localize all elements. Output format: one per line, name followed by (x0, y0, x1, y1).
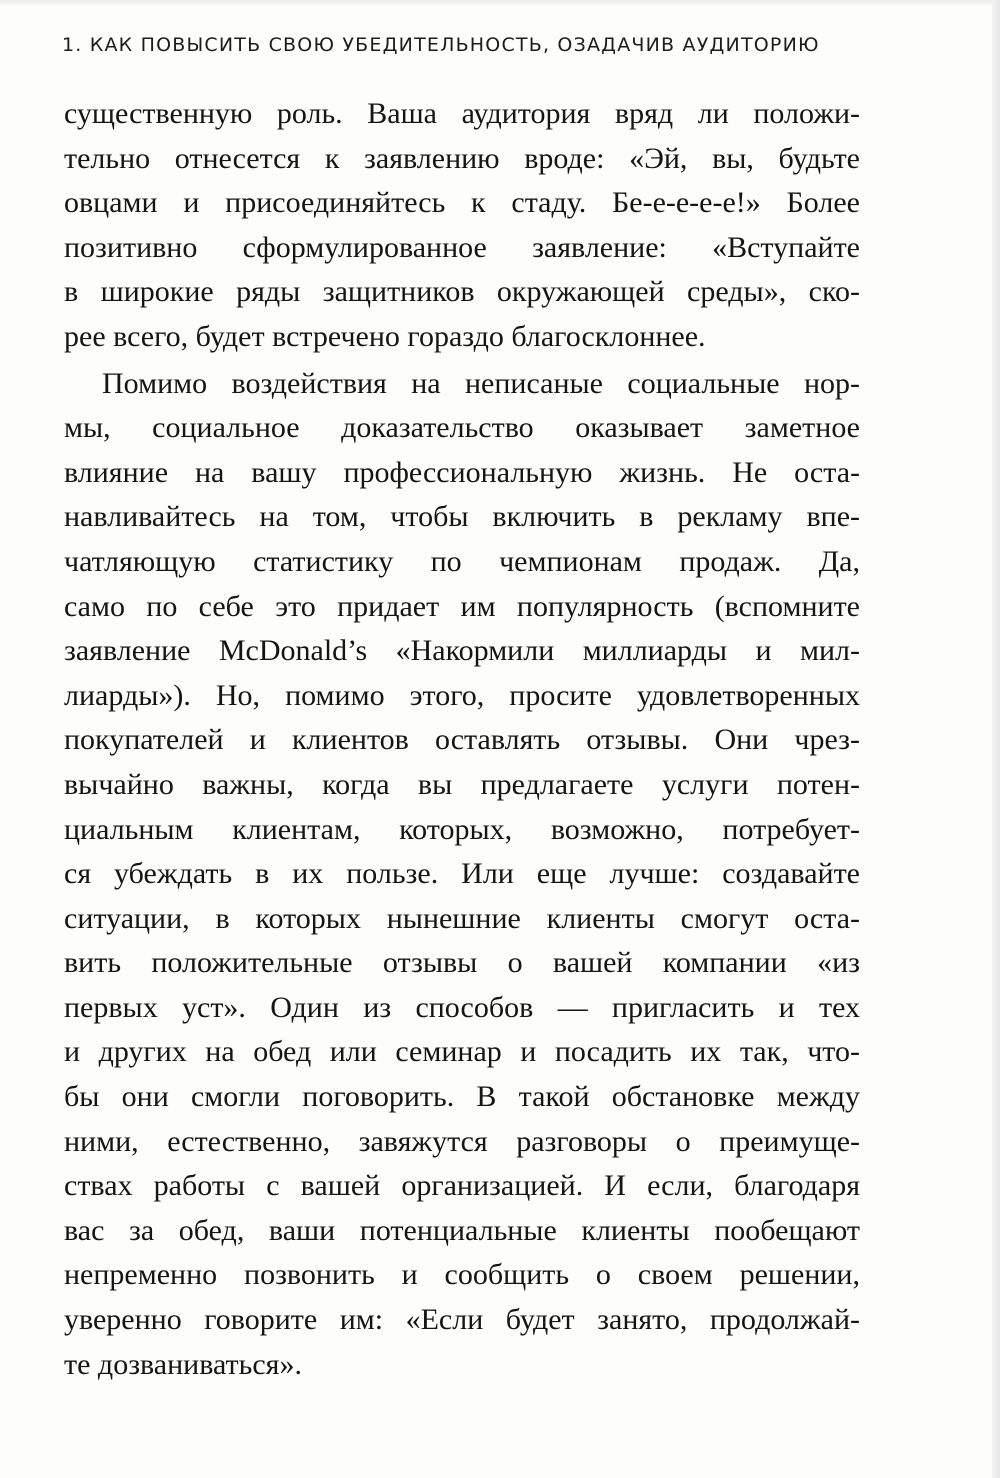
text-line: чатляющую статистику по чемпионам продаж. Да, (64, 544, 860, 578)
text-line: лиарды»). Но, помимо этого, просите удовлетворенных (64, 678, 860, 712)
text-line: мы, социальное доказательство оказывает заметное (64, 411, 860, 445)
text-line: само по себе это придает им популярность (вспомните (64, 589, 860, 623)
text-line: ситуации, в которых нынешние клиенты смогут оста- (64, 901, 860, 935)
page-top-edge (0, 0, 1000, 6)
text-line: вас за обед, ваши потенциальные клиенты пообещают (64, 1213, 860, 1247)
text-line: Помимо воздействия на неписаные социальные нор- (102, 366, 860, 400)
text-line: циальным клиентам, которых, возможно, потребует- (64, 812, 860, 846)
text-line: овцами и присоединяйтесь к стаду. Бе-е-е-е-е!» Более (64, 186, 860, 220)
text-line: те дозваниваться». (64, 1347, 302, 1381)
paragraph-1 (64, 92, 860, 360)
text-line: позитивно сформулированное заявление: «Вступайте (64, 230, 860, 264)
paragraph-2 (64, 362, 860, 1388)
text-line: заявление McDonald’s «Накормили миллиарды и мил- (64, 634, 860, 668)
text-line: первых уст». Один из способов — пригласить и тех (64, 990, 860, 1024)
text-line: навливайтесь на том, чтобы включить в рекламу впе- (64, 500, 860, 534)
body-text (64, 92, 860, 1387)
text-line: в широкие ряды защитников окружающей среды», ско- (64, 275, 860, 309)
text-line: уверенно говорите им: «Если будет занято, продолжай- (64, 1303, 860, 1337)
text-line: влияние на вашу профессиональную жизнь. Не оста- (64, 455, 860, 489)
running-head: 1. КАК ПОВЫСИТЬ СВОЮ УБЕДИТЕЛЬНОСТЬ, ОЗАДАЧИВ АУДИТОРИЮ (62, 34, 820, 56)
text-line: и других на обед или семинар и посадить их так, что- (64, 1035, 860, 1069)
text-line: бы они смогли поговорить. В такой обстановке между (64, 1080, 860, 1114)
page-right-edge (992, 0, 1000, 1478)
text-line: тельно отнесется к заявлению вроде: «Эй, вы, будьте (64, 141, 860, 175)
text-line: вычайно важны, когда вы предлагаете услуги потен- (64, 767, 860, 801)
text-line: ствах работы с вашей организацией. И если, благодаря (64, 1169, 860, 1203)
text-line: вить положительные отзывы о вашей компании «из (64, 946, 860, 980)
text-line: существенную роль. Ваша аудитория вряд ли положи- (64, 97, 860, 130)
text-line: ся убеждать в их пользе. Или еще лучше: создавайте (64, 857, 860, 891)
text-line: непременно позвонить и сообщить о своем решении, (64, 1258, 860, 1292)
text-line: ними, естественно, завяжутся разговоры о преимуще- (64, 1124, 860, 1158)
text-line: покупателей и клиентов оставлять отзывы. Они чрез- (64, 723, 860, 757)
text-line: рее всего, будет встречено гораздо благосклоннее. (64, 319, 706, 353)
